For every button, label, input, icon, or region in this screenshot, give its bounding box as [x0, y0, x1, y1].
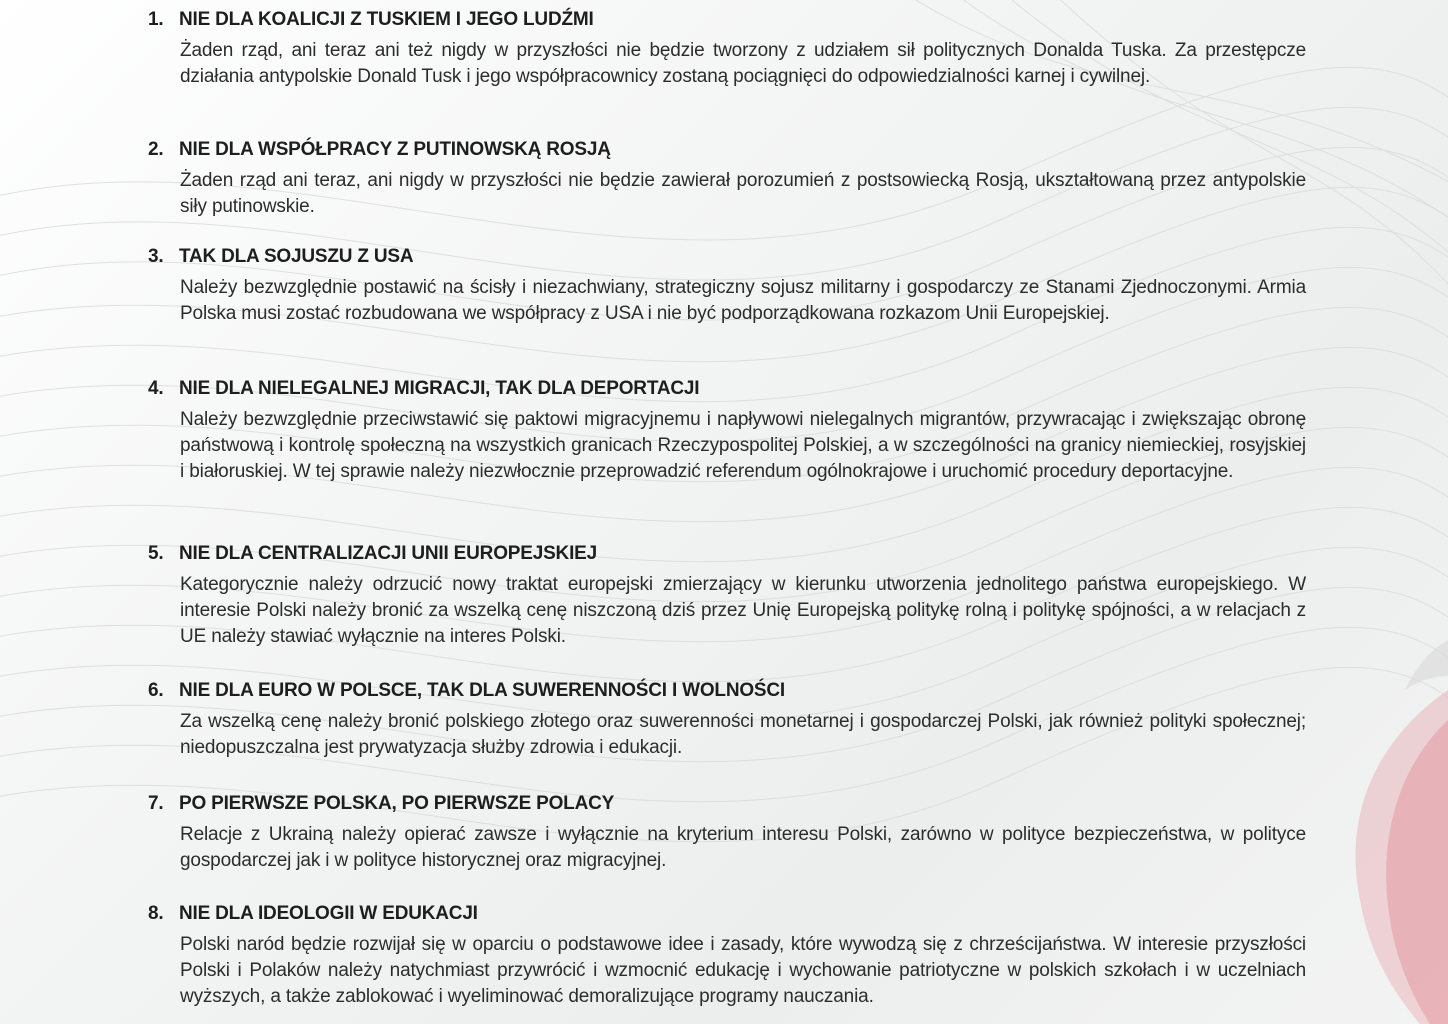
point-5 — [148, 541, 1306, 650]
point-4 — [148, 376, 1306, 485]
point-heading — [148, 137, 1306, 163]
point-heading — [148, 7, 1306, 33]
point-heading — [148, 791, 1306, 817]
point-number: 5. — [148, 543, 164, 564]
point-title: NIE DLA WSPÓŁPRACY Z PUTINOWSKĄ ROSJĄ — [179, 139, 611, 160]
point-6 — [148, 678, 1306, 761]
point-8 — [148, 901, 1306, 1010]
point-number: 8. — [148, 903, 164, 924]
point-title: TAK DLA SOJUSZU Z USA — [179, 246, 414, 267]
point-title: NIE DLA CENTRALIZACJI UNII EUROPEJSKIEJ — [179, 543, 597, 564]
point-heading — [148, 244, 1306, 270]
point-number: 2. — [148, 139, 164, 160]
point-heading — [148, 541, 1306, 567]
point-title: NIE DLA KOALICJI Z TUSKIEM I JEGO LUDŹMI — [179, 9, 594, 30]
point-number: 7. — [148, 793, 164, 814]
point-title: PO PIERWSZE POLSKA, PO PIERWSZE POLACY — [179, 793, 615, 814]
point-body: Relacje z Ukrainą należy opierać zawsze i wyłącznie na kryterium interesu Polski, zarówno w polityce bezpieczeństwa, w polityce gospodarczej jak i w polityce historycznej oraz migracyjnej. — [180, 824, 1306, 871]
point-body: Należy bezwzględnie postawić na ścisły i niezachwiany, strategiczny sojusz militarny i gospodarczy ze Stanami Zjednoczonymi. Armia Polska musi zostać rozbudowana we współpracy z USA i nie być podporządkowana rozkazom Unii Europejskiej. — [180, 277, 1306, 324]
point-body: Za wszelką cenę należy bronić polskiego złotego oraz suwerenności monetarnej i gospodarczej Polski, jak również polityki społecznej; niedopuszczalna jest prywatyzacja służby zdrowia i edukacji. — [180, 711, 1306, 758]
point-7 — [148, 791, 1306, 874]
point-body: Kategorycznie należy odrzucić nowy traktat europejski zmierzający w kierunku utworzenia jednolitego państwa europejskiego. W interesie Polski należy bronić za wszelką cenę niszczoną dziś przez Unię Europejską politykę rolną i politykę spójności, a w relacjach z UE należy stawiać wyłącznie na interes Polski. — [180, 574, 1306, 647]
point-title: NIE DLA IDEOLOGII W EDUKACJI — [179, 903, 478, 924]
point-body: Polski naród będzie rozwijał się w oparciu o podstawowe idee i zasady, które wywodzą się z chrześcijaństwa. W interesie przyszłości Polski i Polaków należy natychmiast przywrócić i wzmocnić edukację i wychowanie patriotyczne w polskich szkołach i w uczelniach wyższych, a także zablokować i wyeliminować demoralizujące programy nauczania. — [180, 934, 1306, 1007]
point-heading — [148, 901, 1306, 927]
point-heading — [148, 376, 1306, 402]
point-2 — [148, 137, 1306, 220]
point-title: NIE DLA NIELEGALNEJ MIGRACJI, TAK DLA DEPORTACJI — [179, 378, 700, 399]
point-3 — [148, 244, 1306, 327]
point-number: 6. — [148, 680, 164, 701]
point-number: 1. — [148, 9, 164, 30]
point-1 — [148, 7, 1306, 90]
point-title: NIE DLA EURO W POLSCE, TAK DLA SUWERENNOŚCI I WOLNOŚCI — [179, 680, 785, 701]
point-heading — [148, 678, 1306, 704]
point-body: Należy bezwzględnie przeciwstawić się paktowi migracyjnemu i napływowi nielegalnych migrantów, przywracając i zwiększając obronę państwową i kontrolę społeczną na wszystkich granicach Rzeczypospolitej Polskiej, a w szczególności na granicy niemieckiej, rosyjskiej i białoruskiej. W tej sprawie należy niezwłocznie przeprowadzić referendum ogólnokrajowe i uruchomić procedury deportacyjne. — [180, 409, 1306, 482]
point-number: 4. — [148, 378, 164, 399]
point-body: Żaden rząd, ani teraz ani też nigdy w przyszłości nie będzie tworzony z udziałem sił politycznych Donalda Tuska. Za przestępcze działania antypolskie Donald Tusk i jego współpracownicy zostaną pociągnięci do odpowiedzialności karnej i cywilnej. — [180, 40, 1306, 87]
point-number: 3. — [148, 246, 164, 267]
point-body: Żaden rząd ani teraz, ani nigdy w przyszłości nie będzie zawierał porozumień z postsowiecką Rosją, ukształtowaną przez antypolskie siły putinowskie. — [180, 170, 1306, 217]
